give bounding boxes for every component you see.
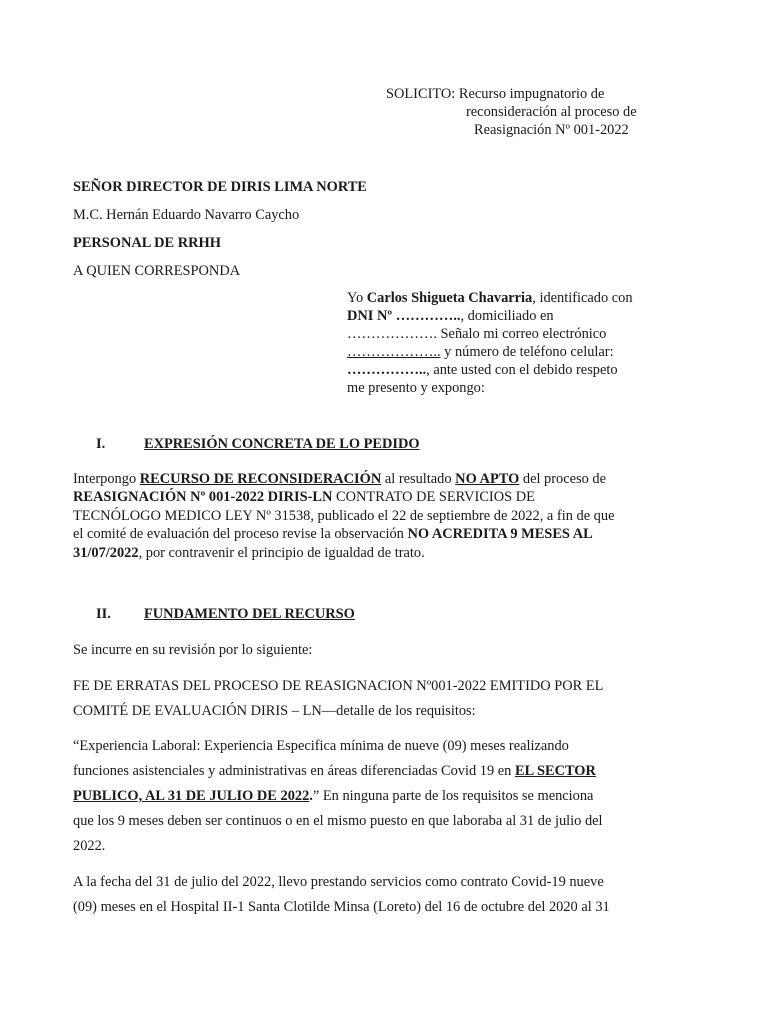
section1-number: I. — [96, 436, 106, 452]
section2-p3-line-4: que los 9 meses deben ser continuos o en el mismo puesto en que laboraba al 31 de julio del — [73, 813, 603, 829]
section1-line-3: TECNÓLOGO MEDICO LEY Nº 31538, publicado el 22 de septiembre de 2022, a fin de que — [73, 508, 615, 524]
intro-line-5: …………….., ante usted con el debido respeto — [347, 362, 618, 378]
solicito-line-1: SOLICITO: Recurso impugnatorio de — [386, 86, 605, 102]
section2-p3-line-5: 2022. — [73, 838, 106, 854]
section2-title: FUNDAMENTO DEL RECURSO — [144, 606, 355, 622]
section2-p2-line-2: COMITÉ DE EVALUACIÓN DIRIS – LN—detalle de los requisitos: — [73, 703, 476, 719]
email-blank: ……………….. — [347, 344, 441, 360]
intro-line-4: ……………….. y número de teléfono celular: — [347, 344, 614, 360]
dni-field: DNI Nº ………….. — [347, 308, 461, 324]
sector-highlight: EL SECTOR — [514, 763, 596, 779]
solicito-line-3: Reasignación Nº 001-2022 — [474, 122, 629, 138]
intro-line-2: DNI Nº ………….., domiciliado en — [347, 308, 554, 324]
solicito-line-2: reconsideración al proceso de — [466, 104, 637, 120]
no-apto-highlight: NO APTO — [455, 471, 520, 487]
addressee-name: M.C. Hernán Eduardo Navarro Caycho — [73, 207, 300, 223]
solicito-label: SOLICITO: — [386, 86, 456, 102]
publico-highlight: PUBLICO, AL 31 DE JULIO DE 2022 — [73, 788, 310, 804]
section2-p2-line-1: FE DE ERRATAS DEL PROCESO DE REASIGNACION Nº001-2022 EMITIDO POR EL — [73, 678, 604, 694]
section1-line-1: Interpongo RECURSO DE RECONSIDERACIÓN al resultado NO APTO del proceso de — [73, 471, 606, 487]
section2-p3-line-2: funciones asistenciales y administrativas en áreas diferenciadas Covid 19 en EL SECTOR — [73, 763, 596, 779]
section2-p4-line-2: (09) meses en el Hospital II-1 Santa Clotilde Minsa (Loreto) del 16 de octubre del 2020 al 31 — [73, 899, 610, 915]
address-blank: ………………. — [347, 326, 437, 342]
intro-line-1: Yo Carlos Shigueta Chavarria, identificado con — [347, 290, 633, 306]
section2-p3-line-1: “Experiencia Laboral: Experiencia Especifica mínima de nueve (09) meses realizando — [73, 738, 569, 754]
intro-line-3: ………………. Señalo mi correo electrónico — [347, 326, 607, 342]
addressee-director: SEÑOR DIRECTOR DE DIRIS LIMA NORTE — [73, 179, 367, 195]
section2-p3-line-3: PUBLICO, AL 31 DE JULIO DE 2022.” En ninguna parte de los requisitos se menciona — [73, 788, 594, 804]
addressee-personal: PERSONAL DE RRHH — [73, 235, 221, 251]
section1-line-5: 31/07/2022, por contravenir el principio de igualdad de trato. — [73, 545, 425, 561]
section2-p4-line-1: A la fecha del 31 de julio del 2022, llevo prestando servicios como contrato Covid-19 nueve — [73, 874, 604, 890]
recurso-highlight: RECURSO DE RECONSIDERACIÓN — [139, 471, 382, 487]
section2-paragraph-1: Se incurre en su revisión por lo siguiente: — [73, 642, 313, 658]
section1-line-2: REASIGNACIÓN Nº 001-2022 DIRIS-LN CONTRATO DE SERVICIOS DE — [73, 489, 535, 505]
phone-blank: …………….. — [347, 362, 427, 378]
section1-title: EXPRESIÓN CONCRETA DE LO PEDIDO — [144, 436, 420, 452]
addressee-quien: A QUIEN CORRESPONDA — [73, 263, 241, 279]
person-name: Carlos Shigueta Chavarria — [366, 290, 533, 306]
section1-line-4: el comité de evaluación del proceso revise la observación NO ACREDITA 9 MESES AL — [73, 526, 593, 542]
intro-line-6: me presento y expongo: — [347, 380, 485, 396]
section2-number: II. — [96, 606, 111, 622]
